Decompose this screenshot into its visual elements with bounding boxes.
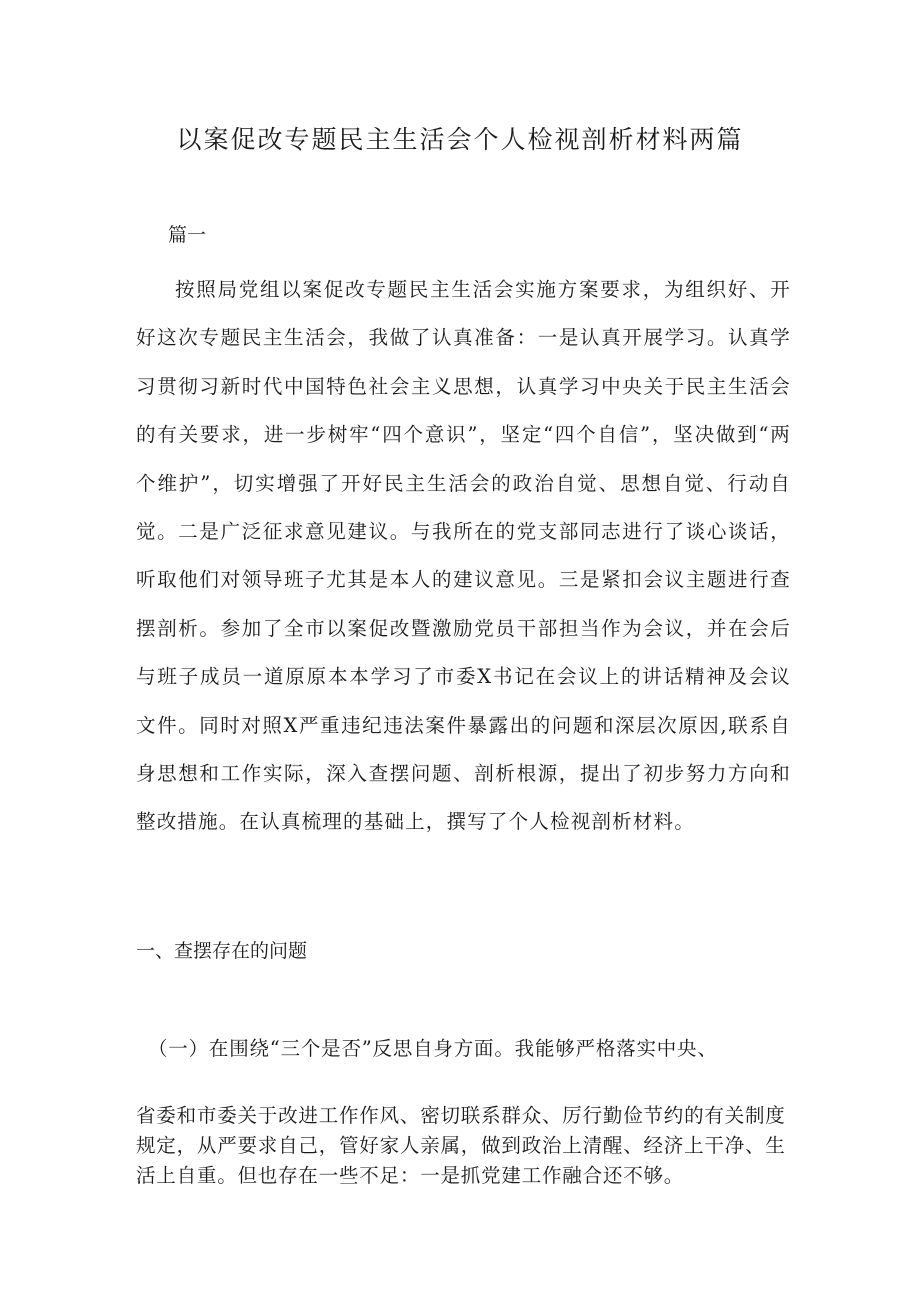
document-title: 以案促改专题民主生活会个人检视剖析材料两篇: [176, 125, 744, 154]
section-label: 篇一: [168, 224, 207, 246]
body-paragraph-1: 按照局党组以案促改专题民主生活会实施方案要求，为组织好、开好这次专题民主生活会，我做了认真准备：一是认真开展学习。认真学习贯彻习新时代中国特色社会主义思想，认真学习中央关于民主生活会的有关要求，进一步树牢“四个意识”，坚定“四个自信”，坚决做到“两个维护”，切实增强了开好民主生活会的政治自觉、思想自觉、行动自觉。二是广泛征求意见建议。与我所在的党支部同志进行了谈心谈话，听取他们对领导班子尤其是本人的建议意见。三是紧扣会议主题进行查摆剖析。参加了全市以案促改暨激励党员干部担当作为会议，并在会后与班子成员一道原原本本学习了市委X书记在会议上的讲话精神及会议文件。同时对照X严重违纪违法案件暴露出的问题和深层次原因,联系自身思想和工作实际，深入查摆问题、剖析根源，提出了初步努力方向和整改措施。在认真梳理的基础上，撰写了个人检视剖析材料。: [136, 278, 791, 834]
body-paragraph-2-rest: 省委和市委关于改进工作作风、密切联系群众、厉行勤俭节约的有关制度规定，从严要求自己，管好家人亲属，做到政治上清醒、经济上干净、生活上自重。但也存在一些不足：一是抓党建工作融合还不够。: [136, 1104, 786, 1187]
body-paragraph-2-first-line: （一）在围绕“三个是否”反思自身方面。我能够严格落实中央、: [148, 1037, 718, 1060]
body-paragraph-2: [136, 1034, 796, 1191]
section-heading-1: 一、查摆存在的问题: [136, 940, 308, 962]
